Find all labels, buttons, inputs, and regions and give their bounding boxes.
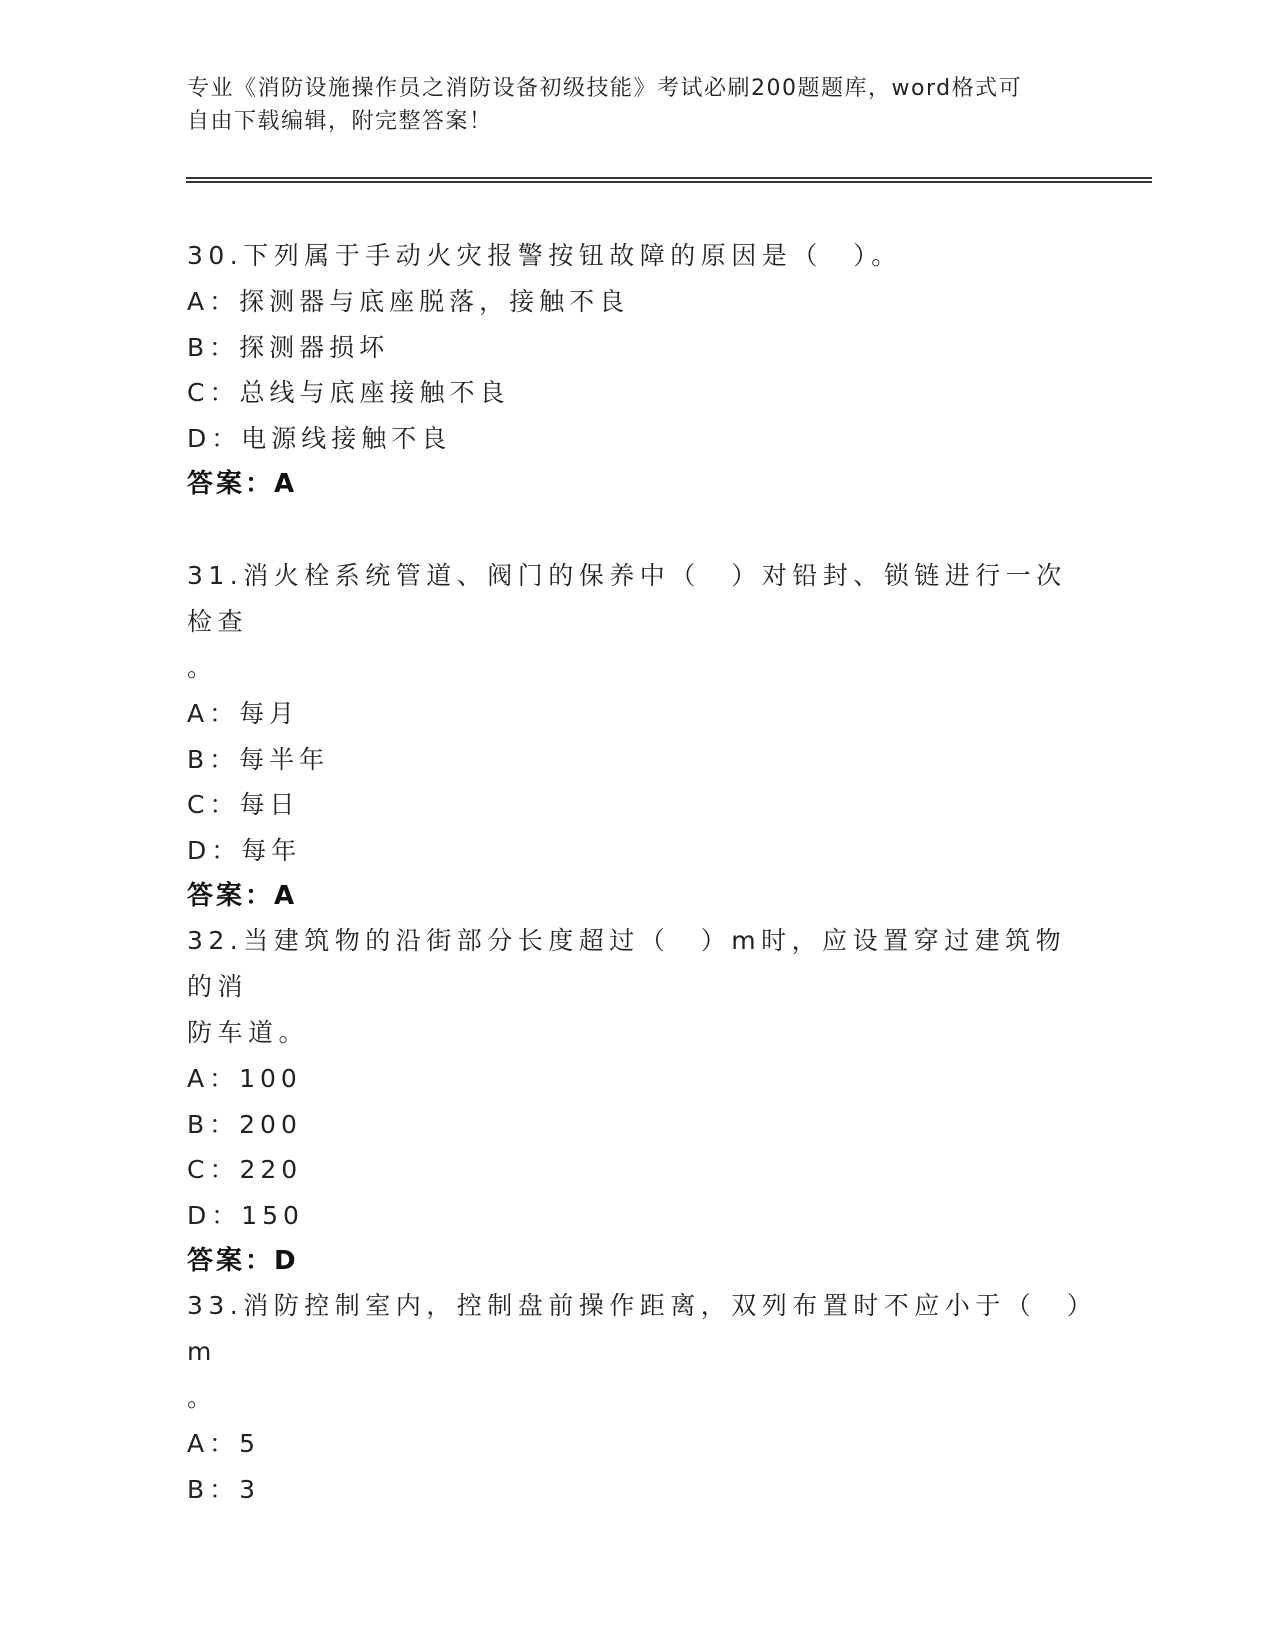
option-c: C：每日: [187, 790, 300, 819]
question-stem-continuation: 。: [187, 653, 218, 682]
answer: 答案：A: [187, 881, 298, 911]
document-header: [187, 72, 1067, 138]
option-b: B：200: [187, 1109, 302, 1139]
header-divider-bottom: [186, 181, 1152, 183]
option-a: A：每月: [187, 699, 300, 728]
option-d: D：150: [187, 1200, 304, 1230]
header-line-2: 自由下载编辑，附完整答案！: [187, 109, 493, 134]
option-d: D：每年: [187, 835, 302, 865]
answer: 答案：D: [187, 1246, 299, 1276]
option-a: A：探测器与底座脱落，接触不良: [187, 287, 630, 316]
question-stem-continuation: 。: [187, 1383, 218, 1412]
option-b: B：每半年: [187, 744, 330, 774]
header-divider-top: [186, 177, 1152, 179]
header-line-1: 专业《消防设施操作员之消防设备初级技能》考试必刷200题题库，word格式可: [187, 76, 1023, 101]
option-c: C：220: [187, 1155, 303, 1184]
question-stem: 33.消防控制室内，控制盘前操作距离，双列布置时不应小于（ ）m: [187, 1291, 1085, 1366]
question-30: [187, 233, 1087, 507]
question-stem: 30.下列属于手动火灾报警按钮故障的原因是（ ）。: [187, 241, 902, 270]
option-d: D：电源线接触不良: [187, 423, 452, 453]
option-a: A：5: [187, 1429, 261, 1458]
question-stem-continuation: 防车道。: [187, 1018, 310, 1047]
question-stem: 31.消火栓系统管道、阀门的保养中（ ）对铅封、锁链进行一次检查: [187, 561, 1067, 636]
question-33: [187, 1283, 1087, 1512]
option-b: B：3: [187, 1474, 261, 1504]
question-32: [187, 918, 1087, 1284]
answer: 答案：A: [187, 469, 298, 499]
question-stem: 32.当建筑物的沿街部分长度超过（ ）m时，应设置穿过建筑物的消: [187, 926, 1067, 1001]
question-31: [187, 553, 1087, 919]
option-b: B：探测器损坏: [187, 332, 390, 362]
option-c: C：总线与底座接触不良: [187, 378, 510, 407]
option-a: A：100: [187, 1064, 302, 1093]
